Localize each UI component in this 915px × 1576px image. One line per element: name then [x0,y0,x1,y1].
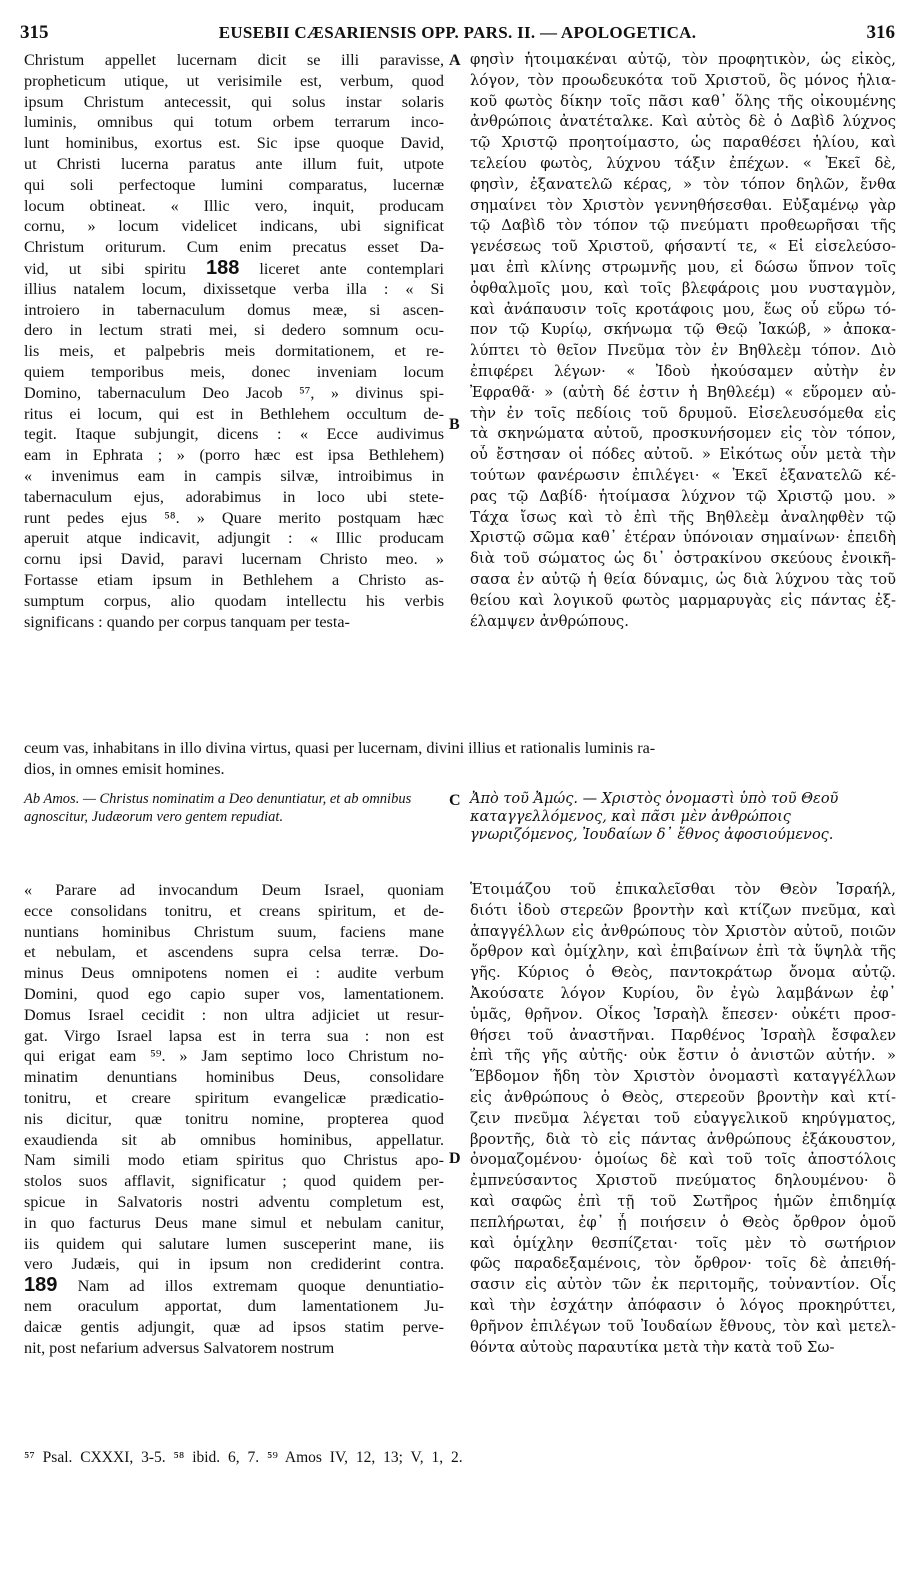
latin-text-line: illius natalem locum, dixissetque verba illa : « Si [24,279,444,298]
greek-text-line: γῆς. Κύριος ὁ Θεὸς, παντοκράτωρ ὄνομα αὐτῷ. [470,964,896,982]
greek-text-line: τῷ Δαβὶδ τὸν τόπον τῷ πνεύματι προθεωρῆσαι τῆς [470,217,896,235]
greek-text-line: διότι ἰδοὺ στερεῶν βροντὴν καὶ κτίζων πνεῦμα, καὶ [470,901,896,919]
latin-text-line: locum obtineat. « Illic vero, inquit, producam [24,196,444,215]
latin-text-line: ipsum Christum antecessit, qui solus instar solaris [24,92,444,111]
latin-text-line: exaudienda sit ab omnibus hominibus, appellatur. [24,1130,444,1149]
greek-text-line: έλαμψεν ἀνθρώπους. [470,612,629,630]
full-width-text-line: dios, in omnes emisit homines. [24,759,225,778]
latin-text-line: vid, ut sibi spiritu 188 liceret ante contemplari [24,257,444,279]
greek-text-line: ἀνθρώποις ἀνατέταλκε. Καὶ αὐτὸς δὲ ὁ Δαβὶδ λύχνος [470,113,896,131]
greek-text-line: καὶ σαφῶς ἐπὶ τῇ τοῦ Σωτῆρος ἡμῶν ἐπιδημίᾳ [470,1192,896,1210]
greek-text-line: θρῆνον ἐπιλέγων τοῦ Ἰουδαίων ἔθνους, τὸν καὶ μετελ- [470,1317,896,1335]
greek-text-line: θήσει τοῦ ἀναστῆναι. Παρθένος Ἰσραὴλ ἔσφαλεν [470,1026,896,1044]
running-header [20,22,895,48]
latin-text-line: vero Judæis, qui in ipsum non crediderint contra. [24,1255,444,1274]
greek-text-line: τῷ Χριστῷ προητοίμαστο, ὡς παραθέσει ἡλίου, καὶ [470,134,896,152]
latin-text-line: minus Deus omnipotens nomen ei : audite verbum [24,964,444,983]
latin-text-line: sumptum corpus, alio quodam intellectu his verbis [24,591,444,610]
latin-text-line: Nam simili modo etiam spiritus quo Christus apo- [24,1151,444,1170]
latin-text-line: propheticum utique, ut verisimile est, verbum, quod [24,71,444,90]
greek-text-line: σασα ἐν αὐτῷ ἡ θεία δύναμις, ὡς διὰ λύχνου τὰς τοῦ [470,570,896,588]
latin-text-line: luminis, omnibus qui totum orbem terrarum inco- [24,113,444,132]
page-number-left: 315 [20,22,49,43]
greek-text-line: ἐπὶ τῆς γῆς αὐτῆς· οὐκ ἔστιν ὁ ἀνιστῶν αὐτήν. » [470,1047,896,1065]
greek-text-line: καὶ ἀνάπαυσιν τοῖς κροτάφοις μου, ἕως οὗ εὕρω τό- [470,300,896,318]
greek-text-line: ὄρθρον καὶ ὁμίχλην, καὶ ἐπιβαίνων ἐπὶ τὰ ὕψηλὰ τῆς [470,943,896,961]
greek-text-line: πον τῷ Κυρίῳ, σκήνωμα τῷ Θεῷ Ἰακώβ, » ἀποκα- [470,321,896,339]
greek-text-line: φησὶν ἡτοιμακέναι αὐτῷ, τὸν προφητικὸν, ὡς εἰκὸς, [470,51,896,68]
greek-text-line: φησὶν, ἐξανατελῶ κέρας, » τὸν τόπον δηλῶν, ἔνθα [470,175,896,193]
latin-text-line: nuntians hominibus Christum suum, faciens mane [24,922,444,941]
greek-text-line: τὴν ἐν τοῖς πεδίοις τοῦ δρυμοῦ. Εἰσελευσόμεθα εἰς [470,404,896,422]
latin-text-line: nit, post nefarium adversus Salvatorem nostrum [24,1338,335,1357]
greek-column-top [470,50,896,632]
latin-text-line: 189 Nam ad illos extremam quoque denuntiatio- [24,1275,444,1296]
section-number: 188 [205,257,240,279]
latin-text-line: introiero in tabernaculum domus meæ, si ascen- [24,300,444,319]
margin-marker-b: B [449,416,460,433]
full-width-text-line: ceum vas, inhabitans in illo divina virtus, quasi per lucernam, divini illius et rationalis luminis ra- [24,739,656,757]
latin-text-line: nis dicitur, quæ tonitru nomine, propterea quod [24,1109,444,1128]
latin-text-line: runt pedes ejus ⁵⁸. » Quare merito postquam hæc [24,508,444,527]
greek-text-line: βροντῆς, διὰ τὸ εἰς πάντας ἀνθρώπους ἐξάκουστον, [470,1130,896,1148]
latin-text-line: tegit. Itaque subjungit, dicens : « Ecce audivimus [24,425,444,444]
summary-latin-text: — Christus nominatim a Deo denuntiatur, et ab omnibus agnoscitur, Judæorum vero gentem repudiat. [24,791,412,825]
latin-text-line: gat. Virgo Israel lapsa est in terra sua : non est [24,1026,444,1045]
latin-text-line: Fortasse etiam ipsum in Bethlehem a Christo as- [24,570,444,589]
margin-marker-d: D [449,1150,461,1167]
latin-column-top [24,50,444,632]
greek-text-line: σασιν εἰς αὐτὸν τῶν ἐκ περιτομῆς, τοὐναντίον. Οἷς [470,1276,896,1294]
greek-text-line: πεπλήρωται, ἐφ᾽ ᾗ ποιήσειν ὁ Θεὸς ὄρθρον ὁμοῦ [470,1213,896,1231]
greek-text-line: Ἑτοιμάζου τοῦ ἐπικαλεῖσθαι τὸν Θεὸν Ἰσραήλ, [470,881,896,898]
greek-text-line: Χριστῷ σῶμα καθ᾽ ἑτέραν ὑπόνοιαν σημαίνων· ἐπειδὴ [470,529,896,547]
greek-text-line: λόγον, τὸν προωδευκότα τοῦ Χριστοῦ, ὃς μόνος ἡλια- [470,71,896,89]
latin-text-line: eam in Ephrata ; » (porro hæc est ipsa Bethlehem) [24,446,444,465]
greek-text-line: ὀνομαζομένου· ὁμοίως δὲ καὶ τοῦ τοῖς ἀποστόλοις [470,1151,896,1169]
greek-text-line: σημαίνει τὸν Χριστὸν γεννηθήσεσθαι. Εὐξαμένῳ γὰρ [470,196,896,214]
latin-section-summary [24,790,444,826]
latin-text-line: Christum oriturum. Cum enim precatus esset Da- [24,238,444,257]
latin-text-line: spicue in Salvatoris nostri adventu completum est, [24,1192,444,1211]
greek-text-line: ὑμᾶς, θρῆνον. Οἶκος Ἰσραὴλ ἔπεσεν· οὐκέτι προσ- [470,1005,896,1023]
greek-text-line: ὀφθαλμοῖς μου, καὶ τοῖς βλεφάροις μου νυσταγμὸν, [470,279,896,297]
latin-text-line: quiem temporibus meis, donec inveniam locum [24,362,444,381]
greek-text-line: ζειν πνεῦμα λέγεται τοῦ εὐαγγελικοῦ κηρύγματος, [470,1109,896,1127]
latin-text-line: ritus ei locum, qui est in Bethlehem occultum de- [24,404,444,423]
margin-marker-c: C [449,792,461,809]
greek-text-line: καὶ ὁμίχλην θεσπίζεται· τοῖς μὲν τὸ σωτήριον [470,1234,896,1252]
greek-text-line: καὶ τὴν ἐσχάτην ἀπόφασιν ὁ λόγος προκηρύττει, [470,1296,896,1314]
greek-text-line: τὰ σκηνώματα αὐτοῦ, προσκυνήσομεν εἰς τὸν τόπον, [470,425,896,443]
greek-text-line: ρας τῷ Δαβίδ· ἡτοίμασα λύχνον τῷ Χριστῷ μου. » [470,487,896,505]
latin-text-line: tonitru, et creare spiritum evangelicæ prædicatio- [24,1088,444,1107]
latin-text-line: cornu ipsi David, paravi lucernam Christo meo. » [24,550,444,569]
latin-text-line: daicæ gentis adjungit, quæ ad ipsos statim perve- [24,1317,444,1336]
latin-text-line: in quo facturus Deus mane simul et nebulam canitur, [24,1213,444,1232]
greek-text-line: Τάχα ἴσως καὶ τὸ ἐπὶ τῆς Βηθλεὲμ ἀναληφθὲν τῷ [470,508,896,526]
full-width-paragraph [24,738,896,780]
greek-text-line: ἀπαγγέλλων εἰς ἀνθρώπους τὸν Χριστὸν αὐτοῦ, ποιῶν [470,922,896,940]
page-number-right: 316 [866,22,895,43]
latin-text-line: Christum appellet lucernam dicit se illi paravisse, [24,51,444,69]
running-title: EUSEBII CÆSARIENSIS OPP. PARS. II. — APOLOGETICA. [218,23,697,42]
latin-text-line: dero in lectum strati mei, si dedero somnum ocu- [24,321,444,340]
greek-text-line: οὗ ἔστησαν οἱ πόδες αὐτοῦ. » Εἰκότως οὖν μετὰ τὴν [470,446,896,464]
latin-text-line: stolos suos afflavit, significatur ; quod quidem per- [24,1172,444,1191]
greek-text-line: Ἐφραθᾶ· » (αὐτὴ δέ ἐστιν ἡ Βηθλεέμ) « εὕρομεν αὐ- [470,383,896,401]
section-number: 189 [24,1275,58,1296]
latin-text-line: tabernaculum ejus, adorabimus in loco ubi stete- [24,487,444,506]
greek-text-line: λύπτει τὸ θεῖον Πνεῦμα τὸν ἐν Βηθλεὲμ τόπον. Διὸ [470,342,896,360]
greek-text-line: Ἕβδομον ἤδη τὸν Χριστὸν ὀνομαστὶ καταγγέλλων [470,1068,896,1086]
greek-text-line: διὰ τοῦ σώματος ὡς δι᾽ ὀστρακίνου σκεύους ἐνοικῆ- [470,550,896,568]
greek-section-summary: Ἀπὸ τοῦ Ἀμώς. — Χριστὸς ὀνομαστὶ ὑπὸ τοῦ Θεοῦ καταγγελλόμενος, καὶ πᾶσι μὲν ἀνθρώποις γνωριζόμενος, Ἰουδαίων δ᾽ ἔθνος ἀφοσιούμενος. [470,791,839,843]
summary-latin-lead: Ab Amos. [24,791,80,807]
latin-text-line: significans : quando per corpus tanquam per testa- [24,612,350,631]
greek-text-line: μαι ἐπὶ κλίνης στρωμνῆς μου, εἰ δώσω ὕπνον τοῖς [470,258,896,276]
latin-text-line: minatim denuntians hominibus Deus, consolidare [24,1068,444,1087]
latin-text-line: ut Christi lucerna paratus ante illum fuit, utpote [24,154,444,173]
latin-text-line: et nebulam, et ascendens supra celsa terræ. Do- [24,943,444,962]
greek-text-line: τελείου φωτὸς, λύχνου τάξιν ἐπέχων. « Ἐκεῖ δὲ, [470,154,896,172]
greek-column-bottom [470,880,896,1358]
latin-text-line: cornu, » locum videlicet indicans, ubi significat [24,217,444,236]
latin-text-line: ecce consolidans tonitru, et creans spiritum, et de- [24,901,444,920]
greek-text-line: εἰς ἀνθρώπους ὁ Θεὸς, στερεοῦν βροντὴν καὶ κτί- [470,1088,896,1106]
greek-text-line: θόντα αὐτοὺς παραυτίκα μετὰ τὴν κατὰ τοῦ Σω- [470,1338,835,1356]
greek-text-line: θείου καὶ λογικοῦ φωτὸς μαρμαρυγὰς εἰς πάντας ἐξ- [470,591,896,609]
latin-text-line: iis quidem qui salutare lumen susceperint mane, iis [24,1234,444,1253]
greek-text-line: φῶς παραδεξαμένοις, τὸν ὄρθρον· τοῖς δὲ ἀπειθή- [470,1255,896,1273]
greek-text-line: ἐπιφέρει λέγων· « Ἰδοὺ ἠκούσαμεν αὐτὴν ἐν [470,362,896,380]
latin-text-line: Domino, tabernaculum Deo Jacob ⁵⁷, » divinus spi- [24,383,444,402]
latin-text-line: « invenimus eam in campis silvæ, introibimus in [24,466,444,485]
footnotes: ⁵⁷ Psal. CXXXI, 3-5. ⁵⁸ ibid. 6, 7. ⁵⁹ Amos IV, 12, 13; V, 1, 2. [24,1449,463,1466]
greek-text-line: ἐμπνεύσαντος Χριστοῦ πνεύματος δηλουμένου· ὃ [470,1172,896,1190]
greek-text-line: γενέσεως τοῦ Χριστοῦ, φήσαντί τε, « Εἰ εἰσελεύσο- [470,238,896,256]
latin-text-line: qui erigat eam ⁵⁹. » Jam septimo loco Christum no- [24,1047,444,1066]
latin-text-line: nem oraculum apportat, dum lamentationem Ju- [24,1296,444,1315]
latin-text-line: Domini, quod ego capio super vos, lamentationem. [24,984,444,1003]
latin-text-line: Domus Israel cecidit : non ultra adjiciet ut resur- [24,1005,444,1024]
greek-text-line: τούτων φανέρωσιν ἐπιλέγει· « Ἐκεῖ ἐξανατελῶ κέ- [470,466,896,484]
latin-text-line: aperuit atque indicavit, adjungit : « Illic producam [24,529,444,548]
latin-column-bottom [24,880,444,1358]
margin-marker-a: A [449,52,461,69]
greek-text-line: κοῦ φωτὸς δίκην τοῖς πᾶσι καθ᾽ ὅλης τῆς οἰκουμένης [470,92,896,110]
latin-text-line: lunt hominibus, exortus est. Sic ipse quoque David, [24,134,444,153]
greek-text-line: Ἀκούσατε λόγον Κυρίου, ὃν ἐγὼ λαμβάνων ἐφ᾽ [470,984,896,1002]
latin-text-line: lis meis, et palpebris meis dormitationem, et re- [24,342,444,361]
latin-text-line: qui soli perfectoque lumini comparatus, lucernæ [24,175,444,194]
latin-text-line: « Parare ad invocandum Deum Israel, quoniam [24,881,444,899]
